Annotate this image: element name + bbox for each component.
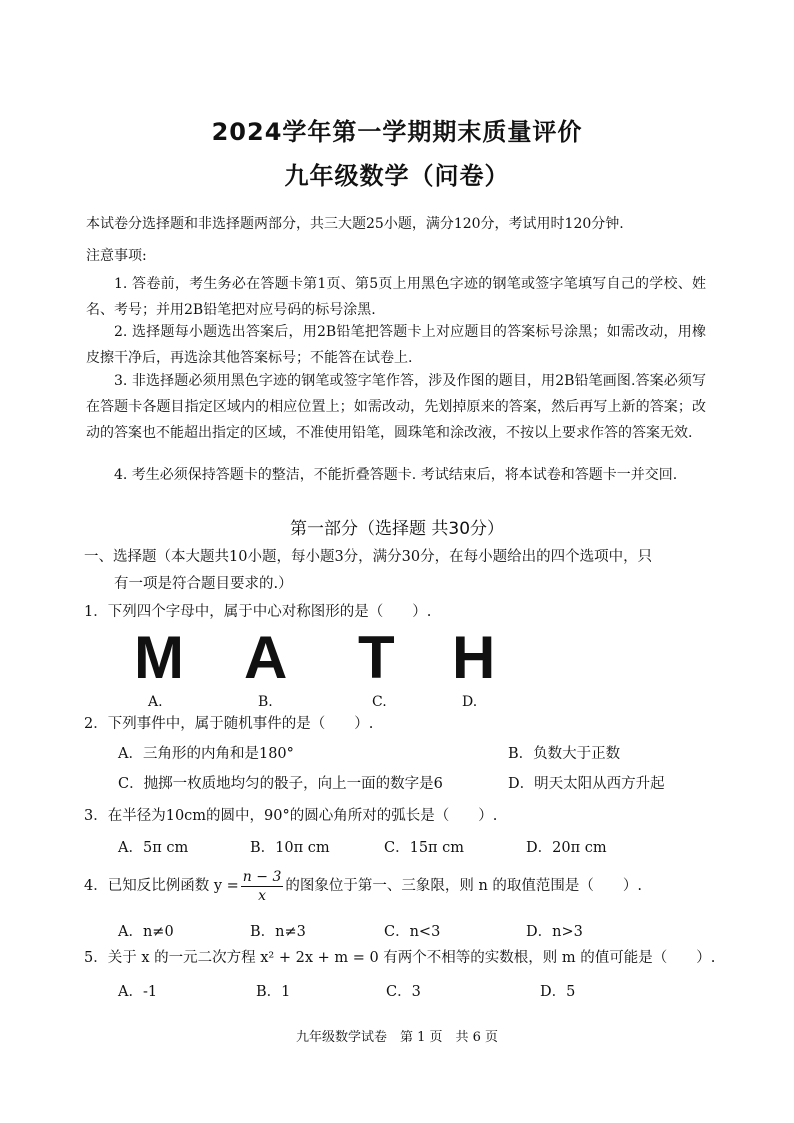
notice-heading: 注意事项:	[86, 248, 147, 264]
q5-option-c[interactable]: C．3	[386, 984, 421, 1000]
notice-item-1: 1. 答卷前，考生务必在答题卡第1页、第5页上用黑色字迹的钢笔或签字笔填写自己的学校、姓名、考号；并用2B铅笔把对应号码的标号涂黑.	[86, 276, 706, 318]
q1-option-c[interactable]: C.	[372, 694, 387, 710]
notice-item-3: 3. 非选择题必须用黑色字迹的钢笔或签字笔作答，涉及作图的题目，用2B铅笔画图.答案必须写在答题卡各题目指定区域内的相应位置上；如需改动，先划掉原来的答案，然后再写上新的答案；改动的答案也不能超出指定的区域，不准使用铅笔，圆珠笔和涂改液，不按以上要求作答的答案无效.	[86, 373, 706, 441]
q2-option-d[interactable]: D．明天太阳从西方升起	[508, 776, 665, 792]
notice-item-4: 4. 考生必须保持答题卡的整洁，不能折叠答题卡. 考试结束后，将本试卷和答题卡一并交回.	[114, 467, 678, 483]
q4-option-a[interactable]: A．n≠0	[118, 924, 174, 940]
q4-fraction-denominator: x	[258, 887, 267, 904]
q1-option-a[interactable]: A.	[148, 694, 163, 710]
q4-option-d[interactable]: D．n>3	[526, 924, 583, 940]
q3-option-d[interactable]: D．20π cm	[526, 840, 607, 856]
q4-fraction	[241, 868, 284, 905]
q2-option-c[interactable]: C．抛掷一枚质地均匀的骰子，向上一面的数字是6	[118, 776, 443, 792]
q4-option-c[interactable]: C．n<3	[384, 924, 441, 940]
exam-subtitle: 九年级数学（问卷）	[284, 162, 510, 190]
notice-item-2: 2. 选择题每小题选出答案后，用2B铅笔把答题卡上对应题目的答案标号涂黑；如需改动，用橡皮擦干净后，再选涂其他答案标号；不能答在试卷上.	[86, 324, 706, 366]
q3-option-c[interactable]: C．15π cm	[384, 840, 465, 856]
q4-stem	[84, 866, 642, 906]
q4-stem-post: 的图象位于第一、三象限，则 n 的取值范围是（ ）.	[285, 878, 643, 894]
q1-letter-a: A	[244, 624, 288, 691]
q1-letter-h: H	[452, 624, 496, 691]
q1-option-d[interactable]: D.	[462, 694, 478, 710]
q1-stem: 1．下列四个字母中，属于中心对称图形的是（ ）.	[84, 604, 432, 620]
q1-option-b[interactable]: B.	[258, 694, 273, 710]
q2-option-a[interactable]: A．三角形的内角和是180°	[118, 746, 294, 762]
q4-fraction-numerator: n − 3	[242, 868, 282, 885]
q3-stem: 3．在半径为10cm的圆中，90°的圆心角所对的弧长是（ ）.	[84, 808, 498, 824]
page-footer: 九年级数学试卷 第 1 页 共 6 页	[295, 1030, 499, 1045]
q3-option-a[interactable]: A．5π cm	[118, 840, 189, 856]
q2-stem: 2．下列事件中，属于随机事件的是（ ）.	[84, 716, 374, 732]
q5-option-b[interactable]: B．1	[256, 984, 291, 1000]
section1-instructions-line1: 一、选择题（本大题共10小题，每小题3分，满分30分，在每小题给出的四个选项中，只	[84, 549, 653, 565]
exam-title: 2024学年第一学期期末质量评价	[211, 118, 583, 146]
q5-stem: 5．关于 x 的一元二次方程 x² + 2x + m = 0 有两个不相等的实数根，则 m 的值可能是（ ）.	[84, 950, 716, 966]
q5-option-a[interactable]: A．-1	[118, 984, 158, 1000]
q2-option-b[interactable]: B．负数大于正数	[508, 746, 621, 762]
q1-letter-t: T	[358, 624, 395, 691]
q4-option-b[interactable]: B．n≠3	[250, 924, 306, 940]
part1-heading: 第一部分（选择题 共30分）	[289, 519, 505, 539]
section1-instructions-line2: 有一项是符合题目要求的.）	[114, 576, 293, 592]
q3-option-b[interactable]: B．10π cm	[250, 840, 330, 856]
q5-option-d[interactable]: D．5	[540, 984, 576, 1000]
q4-stem-pre: 4．已知反比例函数 y =	[84, 878, 239, 894]
q1-letter-m: M	[134, 624, 184, 691]
exam-intro: 本试卷分选择题和非选择题两部分，共三大题25小题，满分120分，考试用时120分钟.	[86, 216, 624, 232]
